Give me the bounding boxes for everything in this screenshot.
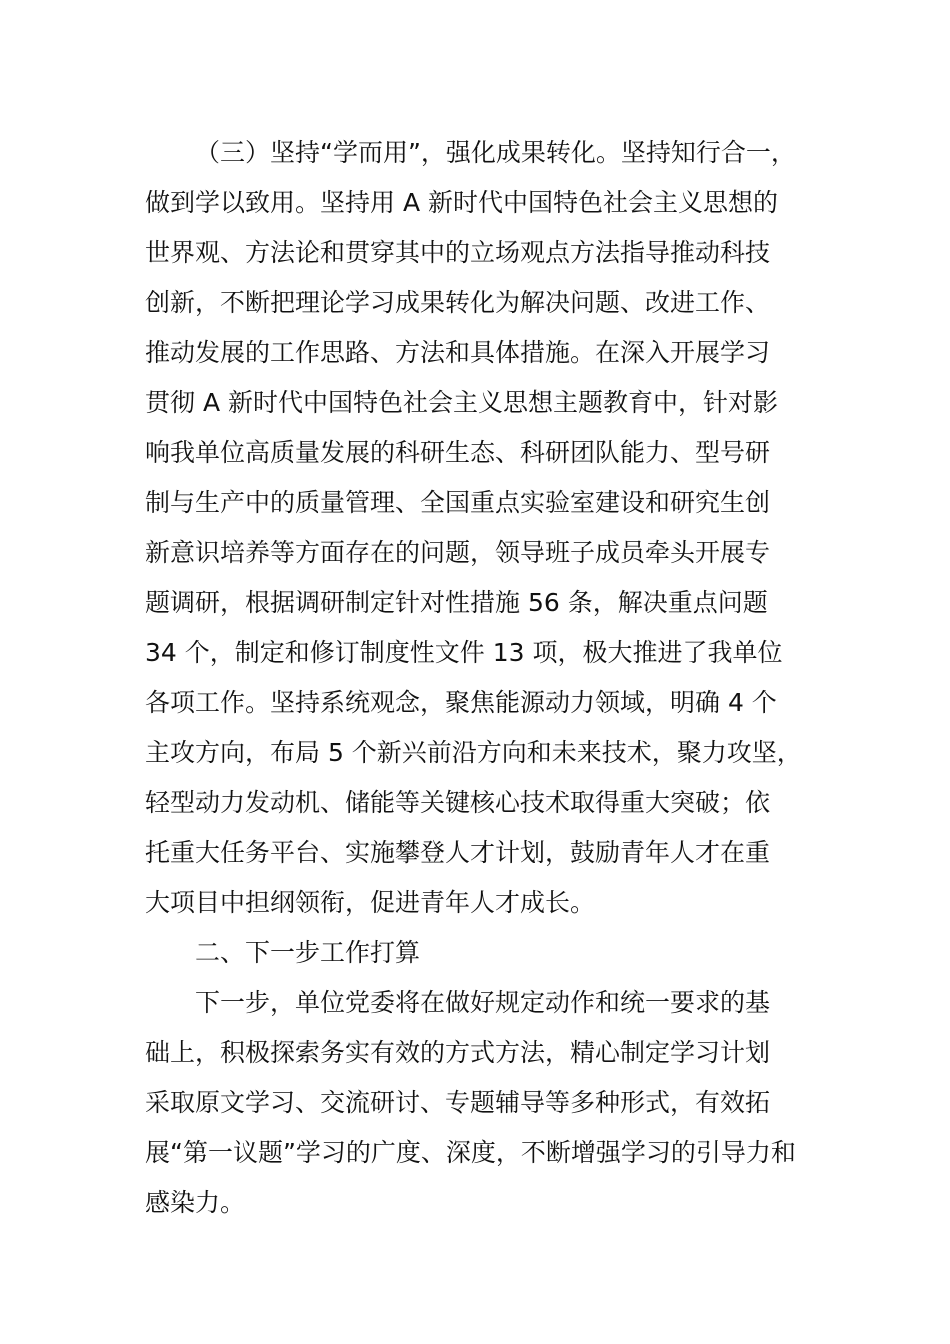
paragraph-3-line-4: 创新，不断把理论学习成果转化为解决问题、改进工作、	[145, 288, 771, 317]
paragraph-next-line-4: 展“第一议题”学习的广度、深度，不断增强学习的引导力和	[145, 1138, 796, 1167]
paragraph-3-line-13: 主攻方向，布局 5 个新兴前沿方向和未来技术，聚力攻坚，	[145, 738, 802, 767]
section-heading: 二、下一步工作打算	[195, 938, 421, 967]
paragraph-3-line-3: 世界观、方法论和贯穿其中的立场观点方法指导推动科技	[145, 238, 771, 267]
paragraph-next-line-5: 感染力。	[145, 1188, 246, 1217]
paragraph-3-line-10: 题调研，根据调研制定针对性措施 56 条，解决重点问题	[145, 588, 768, 617]
paragraph-3-line-7: 响我单位高质量发展的科研生态、科研团队能力、型号研	[145, 438, 771, 467]
paragraph-3-line-14: 轻型动力发动机、储能等关键核心技术取得重大突破；依	[145, 788, 771, 817]
paragraph-3-line-12: 各项工作。坚持系统观念，聚焦能源动力领域，明确 4 个	[145, 688, 777, 717]
paragraph-next-line-3: 采取原文学习、交流研讨、专题辅导等多种形式，有效拓	[145, 1088, 771, 1117]
paragraph-3-line-15: 托重大任务平台、实施攀登人才计划，鼓励青年人才在重	[145, 838, 771, 867]
paragraph-next-line-2: 础上，积极探索务实有效的方式方法，精心制定学习计划	[145, 1038, 771, 1067]
paragraph-3-line-1: （三）坚持“学而用”，强化成果转化。坚持知行合一，	[195, 138, 796, 167]
paragraph-next-line-1: 下一步，单位党委将在做好规定动作和统一要求的基	[195, 988, 771, 1017]
paragraph-3-line-11: 34 个，制定和修订制度性文件 13 项，极大推进了我单位	[145, 638, 783, 667]
paragraph-3-line-2: 做到学以致用。坚持用 A 新时代中国特色社会主义思想的	[145, 188, 778, 217]
paragraph-3-line-6: 贯彻 A 新时代中国特色社会主义思想主题教育中，针对影	[145, 388, 778, 417]
paragraph-3-line-9: 新意识培养等方面存在的问题，领导班子成员牵头开展专	[145, 538, 771, 567]
paragraph-3-line-5: 推动发展的工作思路、方法和具体措施。在深入开展学习	[145, 338, 771, 367]
paragraph-3-line-8: 制与生产中的质量管理、全国重点实验室建设和研究生创	[145, 488, 771, 517]
paragraph-3-line-16: 大项目中担纲领衔，促进青年人才成长。	[145, 888, 596, 917]
